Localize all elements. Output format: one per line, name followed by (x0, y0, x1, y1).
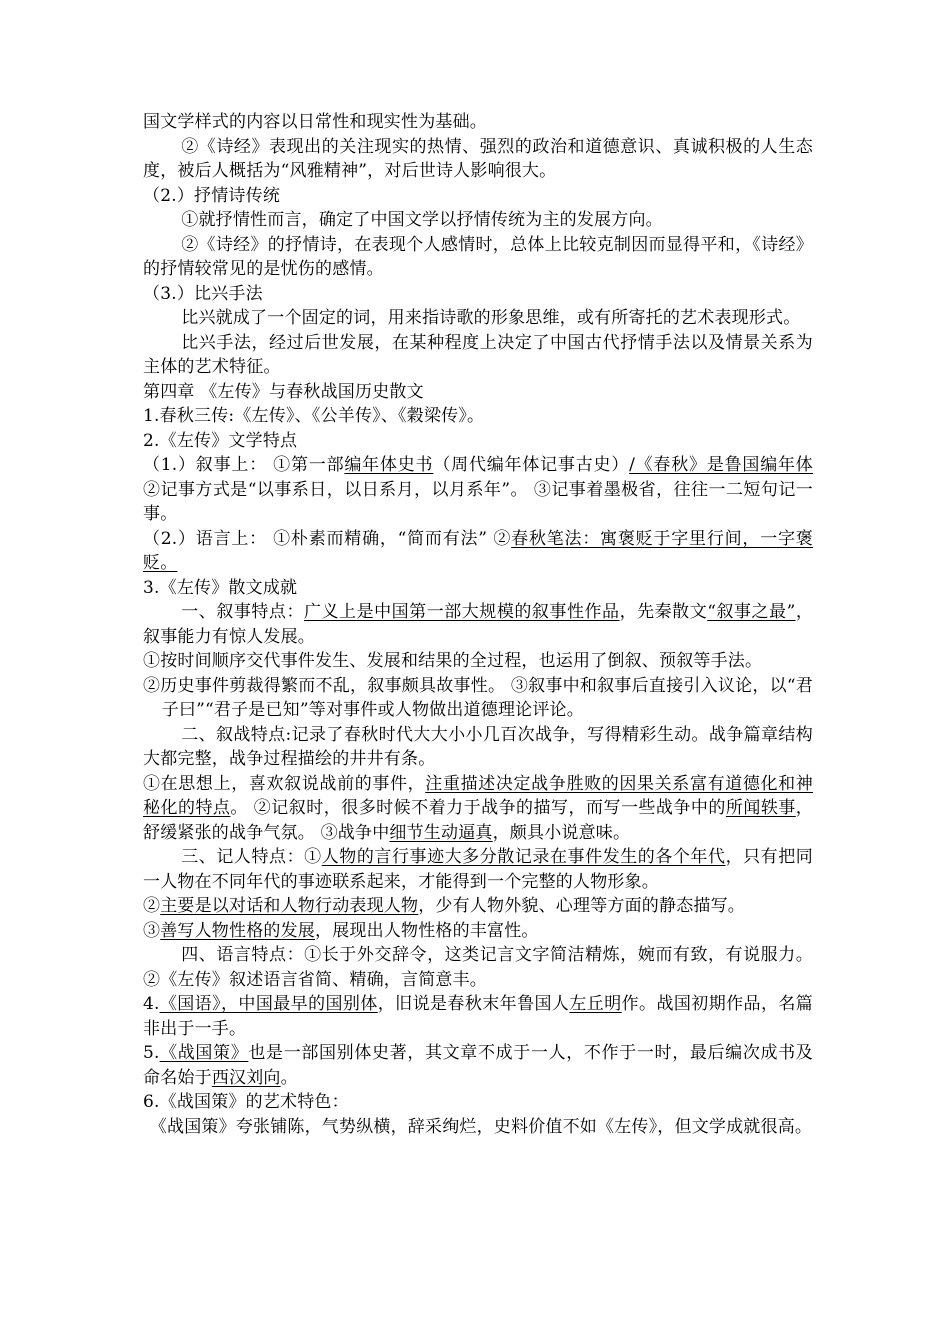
text: ，舒缓紧张的战争气氛。 ③战争中 (143, 798, 813, 843)
text: （1.）叙事上： ①第一部 (143, 455, 345, 475)
paragraph (143, 772, 813, 846)
underlined-text: 人物的言行事迹大多分散记录在事件发生的各个年代 (321, 847, 726, 867)
paragraph (143, 992, 813, 1041)
text: ，先秦散文 (619, 602, 708, 622)
paragraph: ①就抒情性而言，确定了中国文学以抒情传统为主的发展方向。 (181, 210, 663, 230)
underlined-text: “叙事之最” (707, 602, 796, 622)
underlined-text: /《春秋》是鲁国编年体 (629, 455, 813, 475)
paragraph (143, 894, 813, 919)
underlined-text: 《国语》，中国最早的国别体 (159, 994, 378, 1014)
underlined-text: 主要是以对话和人物行动表现人物 (160, 896, 419, 916)
underlined-text: 编年体史书 (344, 455, 434, 475)
paragraph: 《战国策》夸张铺陈，气势纵横，辞采绚烂，史料价值不如《左传》，但文学成就很高。 (149, 1116, 813, 1137)
list-item: 2.《左传》文学特点 (143, 430, 298, 451)
list-item: 1.春秋三传:《左传》、《公羊传》、《穀梁传》。 (143, 406, 485, 426)
underlined-text: 广义上是中国第一部大规模的叙事性作品 (303, 602, 620, 622)
text: ，少有人物外貌、心理等方面的静态描写。 (418, 896, 746, 916)
paragraph (143, 453, 813, 527)
list-item: 6.《战国策》的艺术特色： (143, 1092, 349, 1112)
paragraph: 比兴手法，经过后世发展，在某种程度上决定了中国古代抒情手法以及情景关系为主体的艺术特征。 (143, 332, 813, 377)
text: 作。战国初期作品，名篇非出于一手。 (143, 994, 813, 1039)
paragraph (143, 919, 813, 944)
underlined-text: 善写人物性格的发展 (160, 920, 316, 941)
underlined-text: 细节生动逼真 (389, 822, 493, 843)
paragraph: 比兴就成了一个固定的词，用来指诗歌的形象思维，或有所寄托的艺术表现形式。 (181, 308, 801, 328)
underlined-text: 注重描述决定战争胜败的因果关系富有道德化和神秘化的特点 (143, 773, 813, 818)
text: ①在思想上，喜欢叙说战前的事件， (143, 773, 426, 794)
section-heading: （3.）比兴手法 (143, 283, 263, 304)
paragraph: ②《诗经》表现出的关注现实的热情、强烈的政治和道德意识、真诚积极的人生态度，被后人概括为“风雅精神”，对后世诗人影响很大。 (143, 136, 813, 181)
underlined-text: 左丘明 (569, 994, 622, 1014)
chapter-title: 第四章 《左传》与春秋战国历史散文 (143, 381, 424, 402)
underlined-text: 西汉刘向 (211, 1067, 281, 1088)
text: ② (143, 896, 161, 916)
text: ，展现出人物性格的丰富性。 (315, 920, 539, 941)
paragraph (143, 527, 813, 576)
text: ③ (143, 920, 161, 941)
paragraph: 国文学样式的内容以日常性和现实性为基础。 (143, 112, 487, 132)
text: ，旧说是春秋末年鲁国人 (377, 994, 570, 1014)
text: 也是一部国别体史著，其文章不成于一人，不作于一时，最后编次成书及命名始于 (143, 1043, 814, 1088)
text: （周代编年体记事古史） (433, 455, 630, 475)
paragraph: ①按时间顺序交代事件发生、发展和结果的全过程，也运用了倒叙、预叙等手法。 (143, 651, 763, 671)
text: 一、叙事特点： (181, 602, 304, 622)
text: 5. (143, 1043, 160, 1063)
underlined-text: 《战国策》 (159, 1043, 249, 1063)
text: 。 ②记叙时，很多时候不着力于战争的描写，而写一些战争中的 (230, 798, 726, 818)
paragraph (143, 1041, 813, 1090)
text: ，颇具小说意味。 (492, 822, 631, 843)
paragraph: 四、语言特点：①长于外交辞令，这类记言文字简洁精炼，婉而有致，有说服力。②《左传》叙述语言省简、精确，言简意丰。 (143, 945, 813, 990)
underlined-text: 所闻轶事 (725, 798, 796, 818)
text: 4. (143, 994, 160, 1014)
text: ，叙事能力有惊人发展。 (143, 602, 814, 647)
paragraph: ②历史事件剪裁得繁而不乱，叙事颇具故事性。 ③叙事中和叙事后直接引入议论，以“君子曰”“君子是已知”等对事件或人物做出道德理论评论。 (143, 675, 813, 720)
text: 三、记人特点：① (181, 847, 322, 867)
paragraph: 二、叙战特点:记录了春秋时代大大小小几百次战争，写得精彩生动。战争篇章结构大都完整，战争过程描绘的井井有条。 (143, 724, 813, 769)
paragraph (143, 600, 813, 649)
text: ②记事方式是“以事系日，以日系月，以月系年”。 ③记事着墨极省，往往一二短句记一事。 (143, 479, 813, 524)
section-heading: （2.）抒情诗传统 (143, 185, 281, 206)
list-item: 3.《左传》散文成就 (143, 577, 298, 598)
paragraph: ②《诗经》的抒情诗，在表现个人感情时，总体上比较克制因而显得平和，《诗经》的抒情较常见的是忧伤的感情。 (143, 234, 813, 279)
text: 。 (280, 1067, 298, 1088)
text: （2.）语言上： ①朴素而精确，“简而有法” ② (143, 528, 512, 549)
text: ，只有把同一人物在不同年代的事迹联系起来，才能得到一个完整的人物形象。 (143, 847, 813, 892)
document-body (143, 110, 813, 1139)
underlined-text: 春秋笔法：寓褒贬于字里行间，一字褒贬。 (143, 528, 813, 573)
paragraph (143, 845, 813, 894)
